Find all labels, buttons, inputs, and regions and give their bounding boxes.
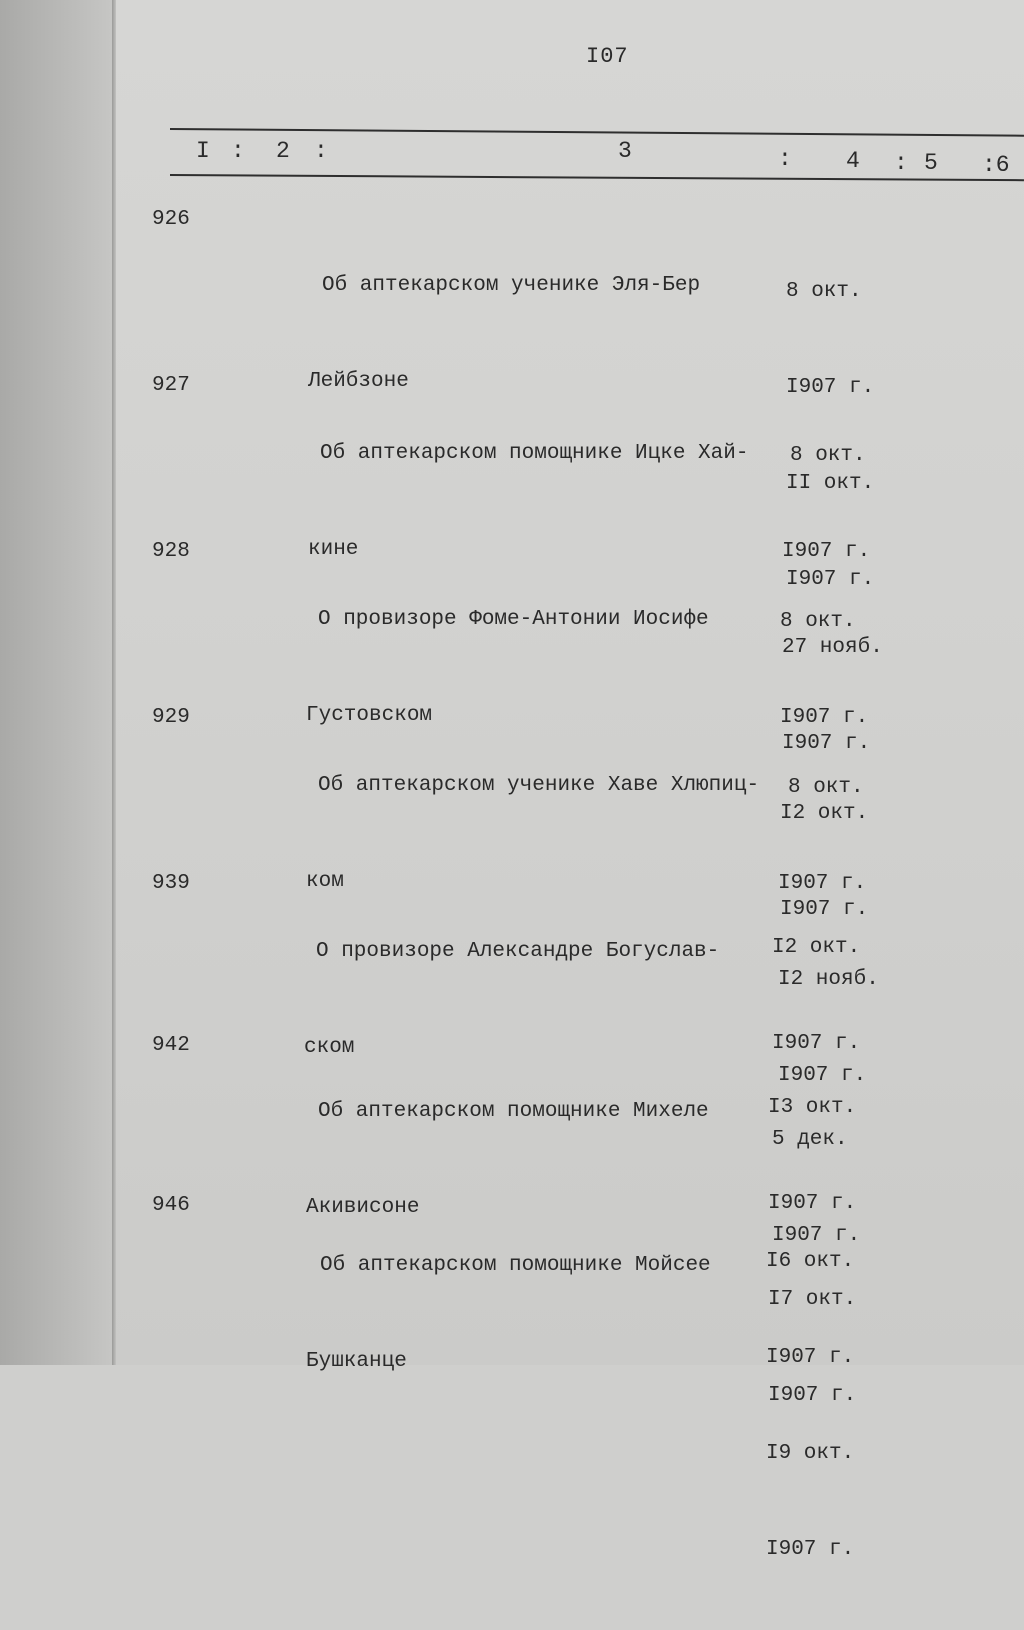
- entry-number: 946: [152, 1194, 190, 1217]
- column-separator: :: [778, 146, 792, 172]
- page-number: I07: [586, 44, 629, 69]
- entry-number: 929: [152, 706, 190, 729]
- column-separator: :: [894, 150, 908, 176]
- entry-title: Об аптекарском помощнике Михеле Акивисоне: [306, 1100, 709, 1219]
- entry-number: 927: [152, 374, 190, 397]
- entry-number: 939: [152, 872, 190, 895]
- entry-title: Об аптекарском ученике Хаве Хлюпиц- ком: [306, 774, 760, 893]
- document-page: [116, 0, 1024, 1561]
- column-header-2: 2: [276, 138, 290, 164]
- entry-number: 928: [152, 540, 190, 563]
- entry-dates: 8 окт. I907 г. II окт. I907 г.: [786, 280, 875, 591]
- entry-dates: I3 окт. I907 г. I7 окт. I907 г.: [768, 1096, 857, 1407]
- column-header-4: 4: [846, 148, 860, 174]
- column-header-1: I: [196, 138, 210, 164]
- entry-dates: I2 окт. I907 г. 5 дек. I907 г.: [772, 936, 861, 1247]
- header-top-rule: [170, 128, 1024, 137]
- column-separator: :: [231, 138, 245, 164]
- entry-title: О провизоре Александре Богуслав- ском: [304, 940, 720, 1059]
- column-header-5: 5: [924, 150, 938, 176]
- entry-number: 942: [152, 1034, 190, 1057]
- entry-title: Об аптекарском помощнике Мойсее Бушканце: [306, 1254, 711, 1373]
- entry-dates: 8 окт. I907 г. I2 окт. I907 г.: [780, 610, 869, 921]
- column-header-3: 3: [618, 138, 632, 164]
- entry-title: О провизоре Фоме-Антонии Иосифе Густовском: [306, 608, 709, 727]
- entry-dates: 8 окт. I907 г. 27 нояб. I907 г.: [782, 444, 883, 755]
- entry-title: Об аптекарском помощнике Ицке Хай- кине: [308, 442, 749, 561]
- entry-number: 926: [152, 208, 190, 231]
- column-separator: :: [314, 138, 328, 164]
- column-header-6: :6: [982, 152, 1010, 178]
- entry-title: Об аптекарском ученике Эля-Бер Лейбзоне: [308, 274, 701, 393]
- previous-page-edge: [0, 0, 130, 1365]
- entry-dates: 8 окт. I907 г. I2 нояб. I907 г.: [778, 776, 879, 1087]
- entry-dates: I6 окт. I907 г. I9 окт. I907 г.: [766, 1250, 855, 1561]
